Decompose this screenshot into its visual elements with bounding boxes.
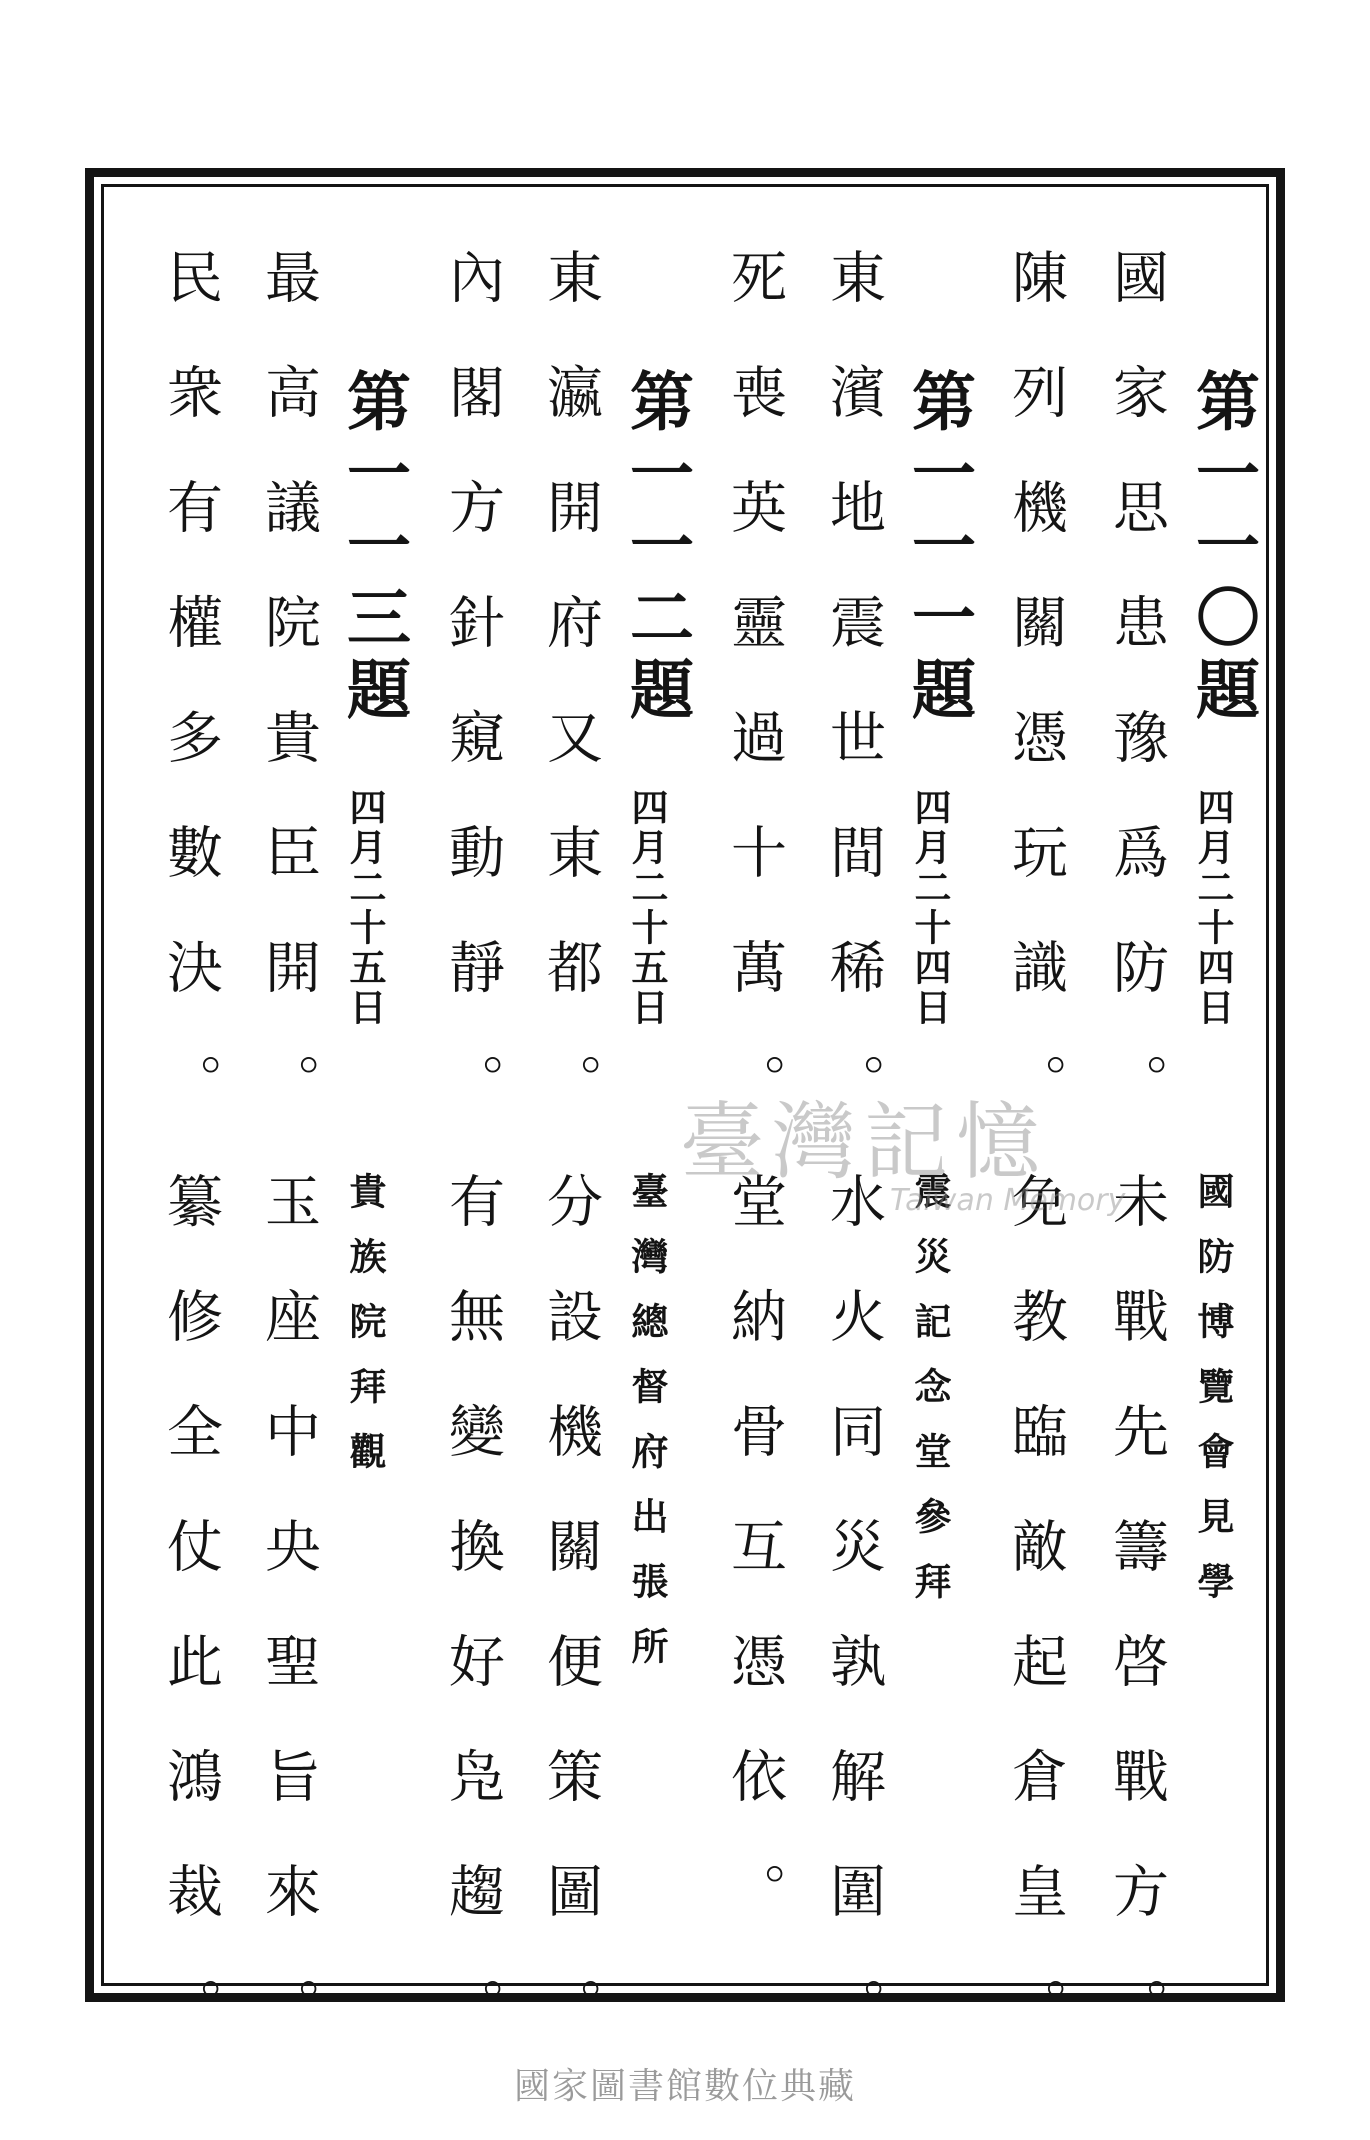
poem-note: 震災記念堂參拜 (908, 1172, 952, 1627)
poem-note: 貴族院拜觀 (343, 1172, 387, 1497)
poem-date: 四月二十四日 (908, 788, 952, 1028)
poem-note: 臺灣總督府出張所 (625, 1172, 669, 1692)
poem-line: 國家思患豫爲防。 (1104, 248, 1169, 1168)
poem-line: 分設機關便策圖。 (538, 1172, 603, 2092)
poem-note: 國防博覽會見學 (1191, 1172, 1235, 1627)
poem-line: 內閣方針窺動靜。 (440, 248, 505, 1168)
poem-line: 未戰先籌啓戰方。 (1104, 1172, 1169, 2092)
poem-line: 死喪英靈過十萬。 (722, 248, 787, 1168)
poem-line: 陳列機關憑玩識。 (1003, 248, 1068, 1168)
poem-line: 玉座中央聖旨來。 (256, 1172, 321, 2092)
poem-line: 水火同災孰解圍。 (821, 1172, 886, 2092)
watermark-subtext: Taiwan Memory (890, 1183, 1126, 1218)
poem-line: 免教臨敵起倉皇。 (1003, 1172, 1068, 2092)
poem-title: 第一一三題 (336, 368, 411, 728)
poem-title: 第一一二題 (619, 368, 694, 728)
watermark-text: 臺灣記憶 (680, 1093, 1049, 1191)
poem-line: 有無變換好凫趨。 (440, 1172, 505, 2092)
poem-date: 四月二十四日 (1191, 788, 1235, 1028)
poem-date: 四月二十五日 (625, 788, 669, 1028)
poem-line: 纂修全仗此鴻裁。 (158, 1172, 223, 2092)
poem-date: 四月二十五日 (343, 788, 387, 1028)
poem-line: 民衆有權多數決。 (158, 248, 223, 1168)
poem-line: 最高議院貴臣開。 (256, 248, 321, 1168)
archive-footer: 國家圖書館數位典藏 (513, 2066, 856, 2107)
poem-line: 堂納骨互憑依。 (722, 1172, 787, 1977)
poem-line: 東濱地震世間稀。 (821, 248, 886, 1168)
poem-title: 第一一一題 (901, 368, 976, 728)
poem-line: 東瀛開府又東都。 (538, 248, 603, 1168)
watermark-logo (680, 1075, 1126, 1218)
poem-title: 第一一〇題 (1185, 368, 1260, 728)
